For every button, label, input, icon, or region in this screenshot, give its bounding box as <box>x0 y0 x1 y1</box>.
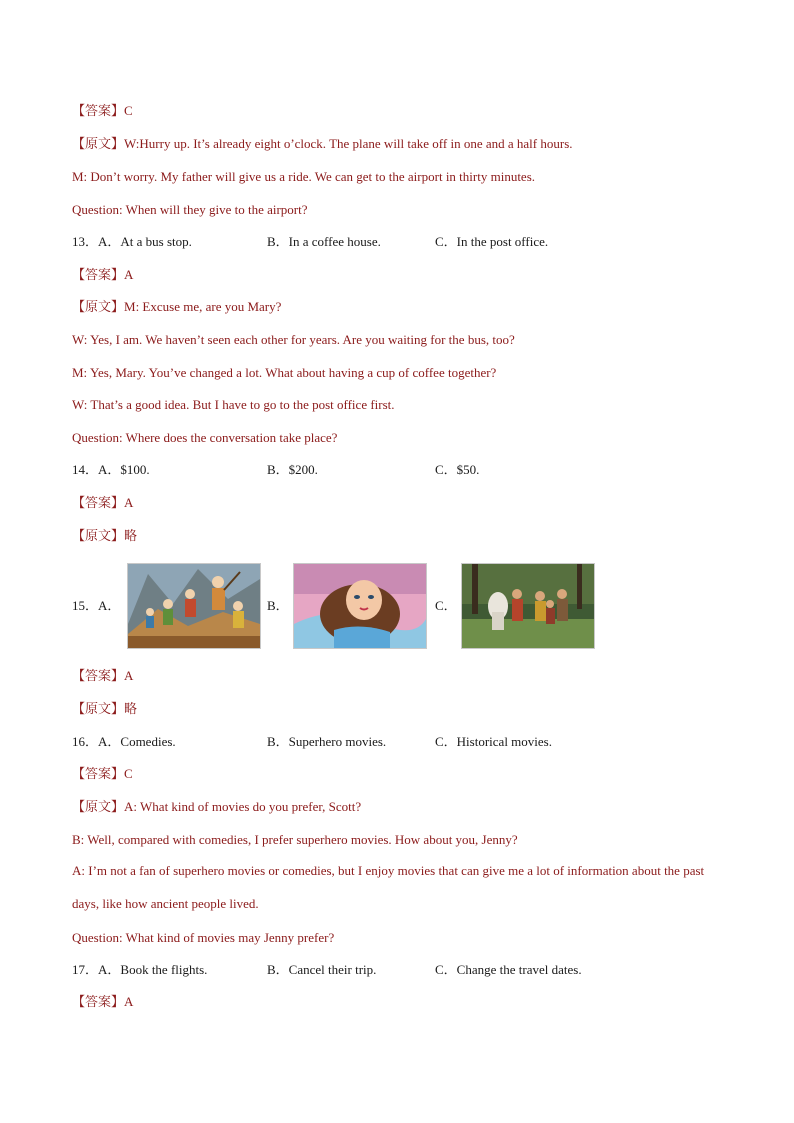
transcript-14: 【原文】略 <box>72 528 138 543</box>
transcript-13-line-1: 【原文】M: Excuse me, are you Mary? <box>72 299 282 314</box>
transcript-15: 【原文】略 <box>72 701 138 716</box>
question-17 <box>72 961 722 979</box>
cartoon-mountain-image <box>128 564 260 648</box>
answer-value: C <box>124 103 133 118</box>
transcript-12-line-2: M: Don’t worry. My father will give us a ride. We can get to the airport in thirty minutes. <box>72 169 536 184</box>
transcript-12-line-1: 【原文】W:Hurry up. It’s already eight o’clock. The plane will take off in one and a half hours. <box>72 136 573 151</box>
answer-14: 【答案】A <box>72 495 134 510</box>
answer-tag: 【答案】 <box>72 103 125 118</box>
question-15-option-b: B． <box>267 598 289 613</box>
transcript-16-line-4: Question: What kind of movies may Jenny prefer? <box>72 930 335 945</box>
transcript-16-line-2: B: Well, compared with comedies, I prefer superhero movies. How about you, Jenny? <box>72 832 518 847</box>
transcript-tag: 【原文】 <box>72 136 125 151</box>
question-17-option-c: C．Change the travel dates. <box>435 962 582 977</box>
question-15-option-c: C． <box>435 598 457 613</box>
question-15-option-a: 15．A． <box>72 598 121 613</box>
transcript-13-line-4: W: That’s a good idea. But I have to go to the post office first. <box>72 397 395 412</box>
question-17-option-a: 17．A．Book the flights. <box>72 962 208 977</box>
transcript-16-line-1: 【原文】A: What kind of movies do you prefer, Scott? <box>72 799 362 814</box>
question-17-option-b: B．Cancel their trip. <box>267 962 377 977</box>
question-16-option-b: B．Superhero movies. <box>267 734 387 749</box>
answer-15: 【答案】A <box>72 668 134 683</box>
answer-16: 【答案】C <box>72 766 133 781</box>
question-13-option-b: B．In a coffee house. <box>267 234 381 249</box>
answer-13: 【答案】A <box>72 267 134 282</box>
question-13 <box>72 233 722 251</box>
forest-group-photo <box>462 564 594 648</box>
cartoon-princess-image <box>294 564 426 648</box>
transcript-16-line-3: A: I’m not a fan of superhero movies or comedies, but I enjoy movies that can give me a lot of information about the past days, like how ancient people lived. <box>72 863 705 911</box>
answer-17: 【答案】A <box>72 994 134 1009</box>
picture-a-cartoon-mountain <box>127 563 261 649</box>
transcript-13-line-3: M: Yes, Mary. You’ve changed a lot. What about having a cup of coffee together? <box>72 365 497 380</box>
transcript-13-line-5: Question: Where does the conversation take place? <box>72 430 338 445</box>
question-14 <box>72 461 722 479</box>
question-16-option-a: 16．A．Comedies. <box>72 734 176 749</box>
answer-12 <box>72 102 133 120</box>
transcript-12-line-3: Question: When will they give to the airport? <box>72 202 308 217</box>
question-14-option-a: 14．A．$100. <box>72 462 150 477</box>
question-14-option-b: B．$200. <box>267 462 318 477</box>
picture-b-cartoon-princess <box>293 563 427 649</box>
question-13-option-a: 13．A．At a bus stop. <box>72 234 192 249</box>
transcript-13-line-2: W: Yes, I am. We haven’t seen each other for years. Are you waiting for the bus, too? <box>72 332 515 347</box>
picture-c-forest-photo <box>461 563 595 649</box>
question-16 <box>72 733 722 751</box>
question-14-option-c: C．$50. <box>435 462 480 477</box>
question-13-option-c: C．In the post office. <box>435 234 549 249</box>
question-16-option-c: C．Historical movies. <box>435 734 552 749</box>
